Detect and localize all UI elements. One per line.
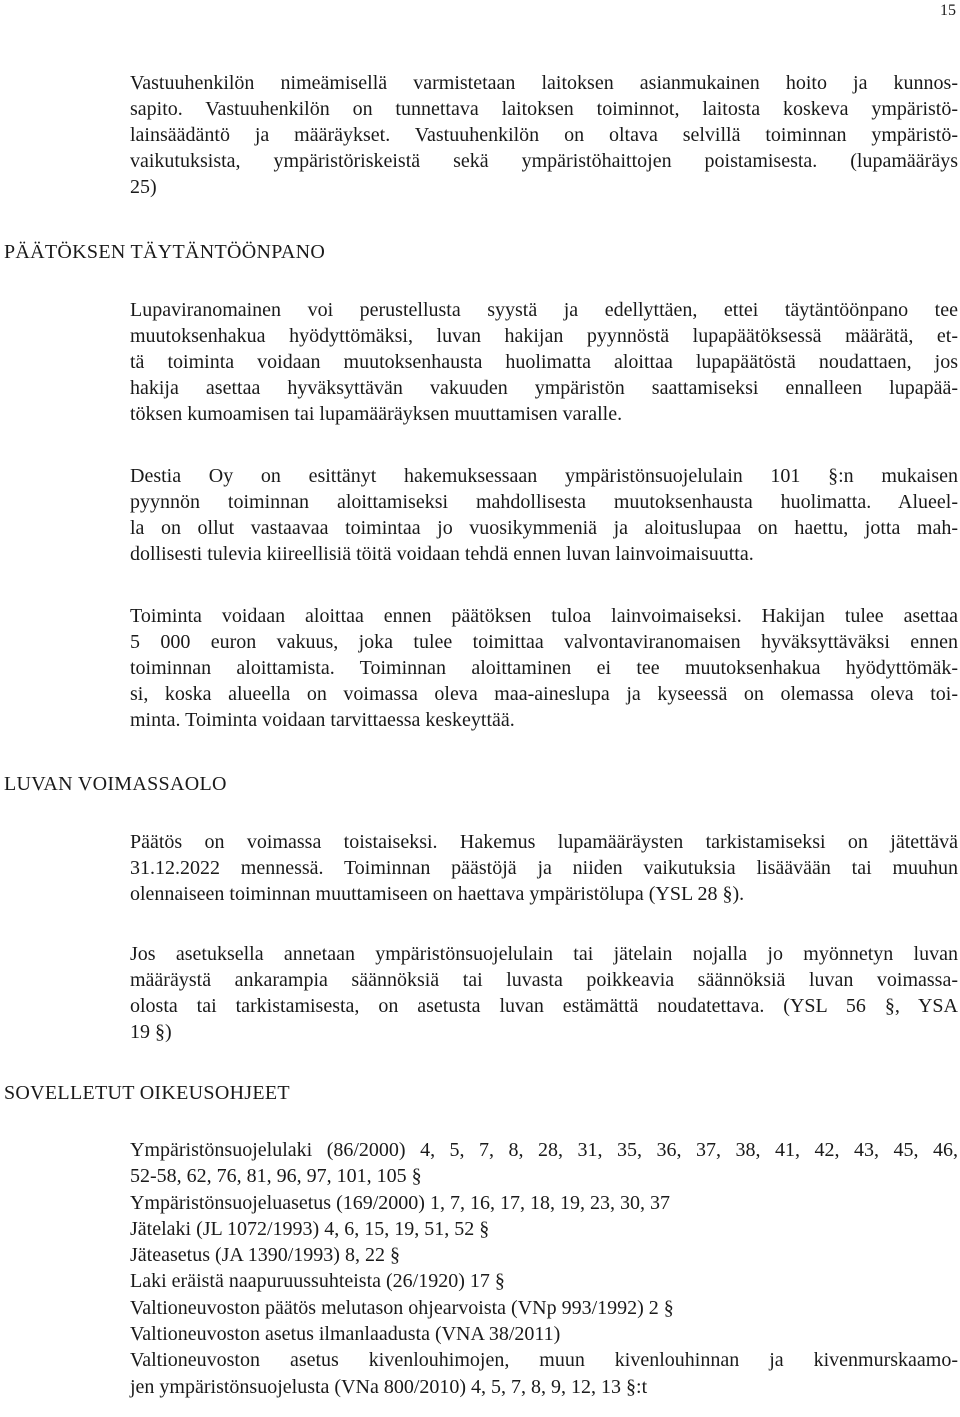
text-line: Jos asetuksella annetaan ympäristönsuojelulain tai jätelain nojalla jo myönnetyn luvan (130, 943, 958, 965)
list-item: Valtioneuvoston päätös melutason ohjearvoista (VNp 993/1992) 2 § (130, 1296, 674, 1319)
list-item: 52-58, 62, 76, 81, 96, 97, 101, 105 § (130, 1165, 422, 1188)
enforcement-paragraph-3 (130, 603, 958, 733)
text-line: pyynnön toiminnan aloittamiseksi mahdollisesta muutoksenhausta huolimatta. Alueel- (130, 491, 958, 513)
validity-paragraph-1 (130, 829, 958, 907)
list-item: Jätelaki (JL 1072/1993) 4, 6, 15, 19, 51, 52 § (130, 1217, 490, 1240)
section-heading-enforcement: PÄÄTÖKSEN TÄYTÄNTÖÖNPANO (4, 241, 326, 263)
list-item: Jäteasetus (JA 1390/1993) 8, 22 § (130, 1244, 400, 1267)
text-line: dollisesti tulevia kiireellisiä töitä voidaan tehdä ennen luvan lainvoimaisuutta. (130, 543, 754, 565)
text-line: Toiminta voidaan aloittaa ennen päätöksen tuloa lainvoimaiseksi. Hakijan tulee asettaa (130, 605, 958, 627)
text-line: minta. Toiminta voidaan tarvittaessa keskeyttää. (130, 709, 515, 731)
list-item: Valtioneuvoston asetus kivenlouhimojen, muun kivenlouhinnan ja kivenmurskaamo- (130, 1349, 958, 1372)
list-item: Laki eräistä naapuruussuhteista (26/1920) 17 § (130, 1270, 505, 1293)
text-line: 19 §) (130, 1021, 172, 1043)
text-line: 31.12.2022 mennessä. Toiminnan päästöjä ja niiden vaikutuksia lisäävään tai muuhun (130, 857, 958, 879)
page-number: 15 (940, 2, 956, 19)
text-line: olennaiseen toiminnan muuttamiseen on haettava ympäristölupa (YSL 28 §). (130, 883, 745, 905)
intro-paragraph (130, 70, 958, 200)
section-heading-legal: SOVELLETUT OIKEUSOHJEET (4, 1082, 290, 1104)
text-line: hakija asettaa hyväksyttävän vakuuden ympäristön saattamiseksi ennalleen lupapää- (130, 377, 958, 399)
text-line: muutoksenhakua hyödyttömäksi, luvan hakijan pyynnöstä lupapäätöksessä määrätä, et- (130, 325, 958, 347)
text-line: Lupaviranomainen voi perustellusta syystä ja edellyttäen, ettei täytäntöönpano tee (130, 299, 958, 321)
list-item: jen ympäristönsuojelusta (VNa 800/2010) 4, 5, 7, 8, 9, 12, 13 §:t (130, 1375, 648, 1398)
text-line: 5 000 euron vakuus, joka tulee toimittaa valvontaviranomaisen hyväksyttäväksi ennen (130, 631, 958, 653)
list-item: Valtioneuvoston asetus ilmanlaadusta (VNA 38/2011) (130, 1323, 561, 1346)
text-line: Vastuuhenkilön nimeämisellä varmistetaan laitoksen asianmukainen hoito ja kunnos- (130, 72, 958, 94)
text-line: Päätös on voimassa toistaiseksi. Hakemus lupamääräysten tarkistamiseksi on jätettävä (130, 831, 958, 853)
text-line: lainsäädäntö ja määräykset. Vastuuhenkilön on oltava selvillä toiminnan ympäristö- (130, 124, 958, 146)
enforcement-paragraph-1 (130, 297, 958, 427)
enforcement-paragraph-2 (130, 463, 958, 567)
text-line: sapito. Vastuuhenkilön on tunnettava laitoksen toiminnot, laitosta koskeva ympäristö- (130, 98, 958, 120)
text-line: la on ollut vastaavaa toimintaa jo vuosikymmeniä ja aloituslupaa on haettu, jotta mah- (130, 517, 958, 539)
text-line: si, koska alueella on voimassa oleva maa-aineslupa ja kyseessä on olemassa oleva toi- (130, 683, 958, 705)
legal-references-list (130, 1137, 958, 1400)
validity-paragraph-2 (130, 941, 958, 1045)
section-heading-validity: LUVAN VOIMASSAOLO (4, 773, 227, 795)
text-line: vaikutuksista, ympäristöriskeistä sekä ympäristöhaittojen poistamisesta. (lupamääräys (130, 150, 958, 172)
text-line: tä toiminta voidaan muutoksenhausta huolimatta aloittaa lupapäätöstä noudattaen, jos (130, 351, 958, 373)
text-line: Destia Oy on esittänyt hakemuksessaan ympäristönsuojelulain 101 §:n mukaisen (130, 465, 958, 487)
text-line: töksen kumoamisen tai lupamääräyksen muuttamisen varalle. (130, 403, 623, 425)
text-line: olosta tai tarkistamisesta, on asetusta luvan estämättä noudatettava. (YSL 56 §, YSA (130, 995, 958, 1017)
list-item: Ympäristönsuojeluasetus (169/2000) 1, 7, 16, 17, 18, 19, 23, 30, 37 (130, 1191, 670, 1214)
text-line: toiminnan aloittamista. Toiminnan aloittaminen ei tee muutoksenhakua hyödyttömäk- (130, 657, 958, 679)
text-line: 25) (130, 176, 157, 198)
text-line: määräystä ankarampia säännöksiä tai luvasta poikkeavia säännöksiä luvan voimassa- (130, 969, 958, 991)
list-item: Ympäristönsuojelulaki (86/2000) 4, 5, 7, 8, 28, 31, 35, 36, 37, 38, 41, 42, 43, 45, 46, (130, 1139, 958, 1161)
